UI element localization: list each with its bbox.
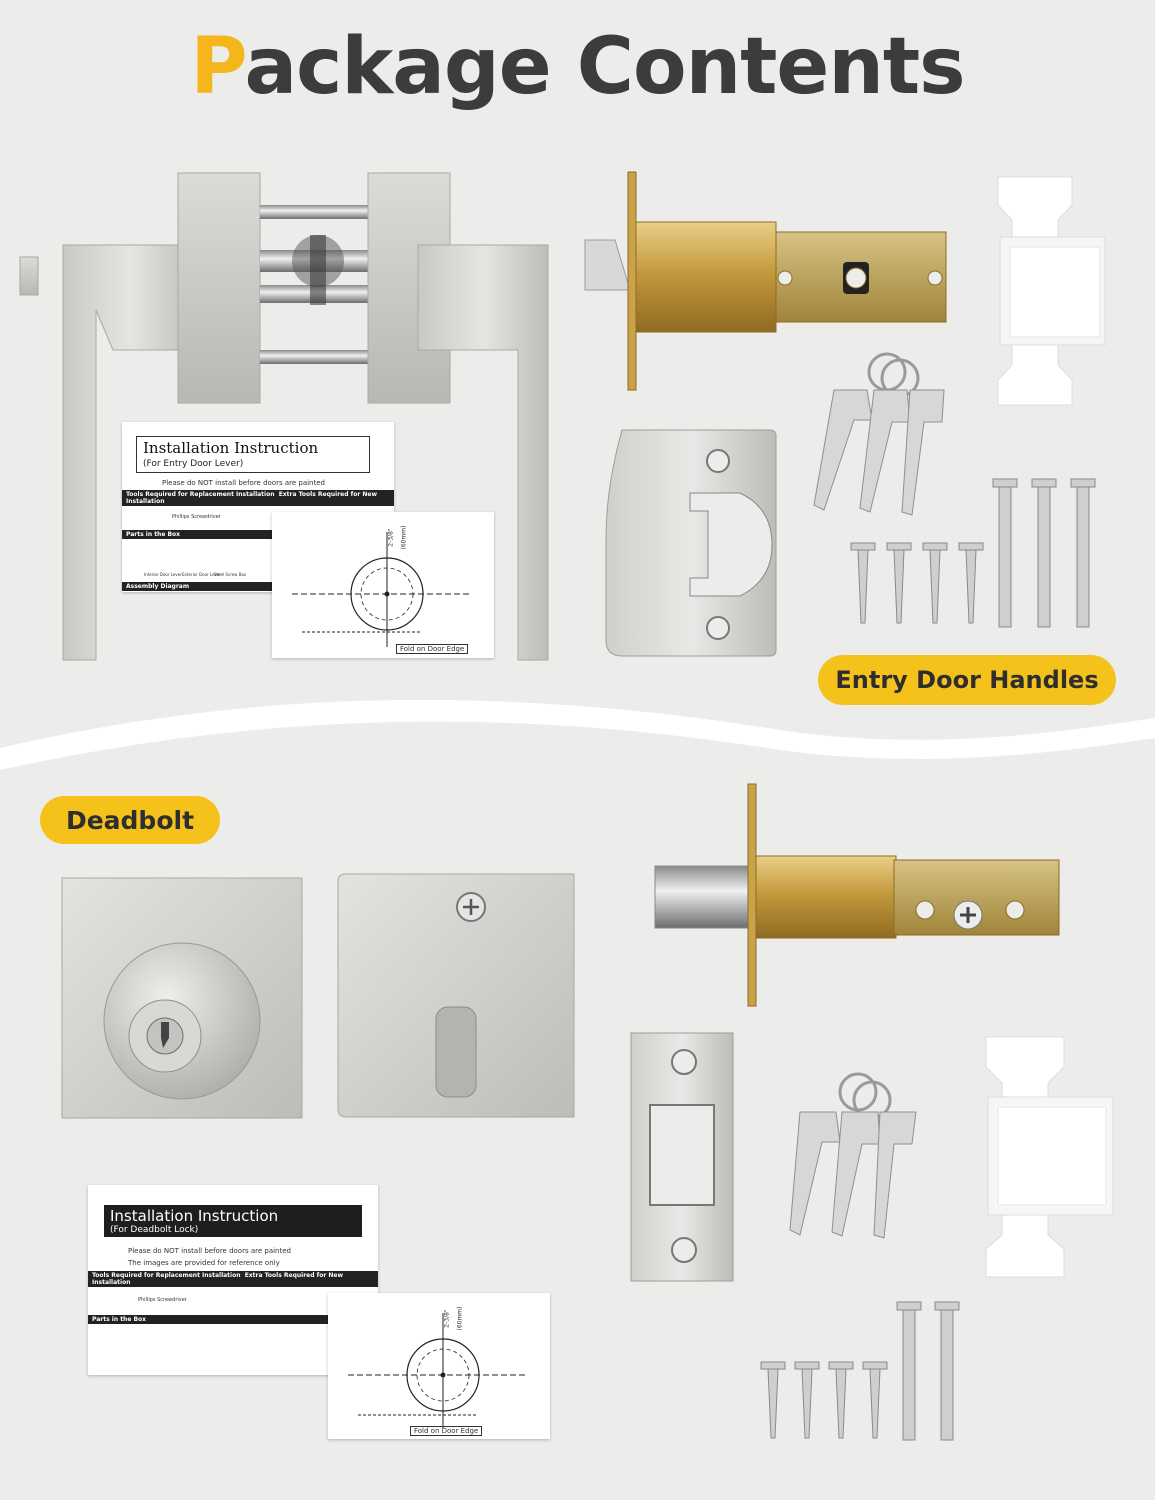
deadbolt-note1: Please do NOT install before doors are painted — [128, 1247, 291, 1255]
deadbolt-instruction-title: Installation Instruction — [110, 1207, 279, 1225]
deadbolt-parts-bar: Parts in the Box — [88, 1315, 378, 1324]
entry-part2: Exterior Door Lever — [182, 572, 222, 577]
deadbolt-dim2: (60mm) — [456, 1306, 464, 1331]
entry-parts-bar: Parts in the Box — [122, 530, 394, 539]
entry-fold-label: Fold on Door Edge — [396, 644, 468, 654]
deadbolt-screws-image — [755, 1298, 975, 1446]
entry-door-handles-badge: Entry Door Handles — [818, 655, 1116, 705]
entry-tools-bar — [122, 490, 394, 506]
deadbolt-tools-new: Extra Tools Required for New Installation — [92, 1272, 344, 1286]
entry-part1: Interior Door Lever — [144, 572, 182, 577]
deadbolt-tool-name: Phillips Screwdriver — [138, 1297, 187, 1303]
deadbolt-interior-image — [336, 872, 581, 1122]
entry-drill-template — [272, 512, 494, 658]
page-title — [0, 22, 1155, 112]
entry-dim2: (60mm) — [400, 525, 408, 550]
deadbolt-note2: The images are provided for reference only — [128, 1259, 280, 1267]
deadbolt-tools-replace: Tools Required for Replacement Installation — [92, 1272, 241, 1279]
entry-screws-image — [845, 475, 1105, 630]
entry-dim1: 2-3/8" — [387, 528, 395, 547]
deadbolt-instruction-header — [104, 1205, 362, 1237]
entry-note: Please do NOT install before doors are painted — [162, 479, 325, 487]
short-screw — [851, 543, 875, 623]
deadbolt-fold-label: Fold on Door Edge — [410, 1426, 482, 1436]
title-first-letter: P — [190, 22, 245, 112]
deadbolt-strike-plate-image — [628, 1030, 738, 1286]
deadbolt-instruction-subtitle: (For Deadbolt Lock) — [110, 1225, 199, 1235]
deadbolt-template-drawing — [328, 1293, 550, 1439]
deadbolt-exterior-image — [60, 876, 306, 1122]
entry-tools-new: Extra Tools Required for New Installation — [126, 491, 378, 505]
wave-divider — [0, 690, 1155, 790]
deadbolt-dim1: 2-3/8" — [443, 1309, 451, 1328]
deadbolt-keys-image — [788, 1070, 948, 1240]
entry-part3: Steel Screw Box — [214, 572, 247, 577]
deadbolt-badge: Deadbolt — [40, 796, 220, 844]
entry-instruction-subtitle: (For Entry Door Lever) — [143, 459, 244, 469]
deadbolt-tools-bar — [88, 1271, 378, 1287]
entry-instruction-header — [136, 436, 370, 473]
title-rest: ackage Contents — [244, 22, 965, 112]
entry-assembly-bar: Assembly Diagram — [122, 582, 394, 591]
entry-template-drawing — [272, 512, 494, 658]
deadbolt-bolt-image — [650, 780, 1070, 1010]
entry-strike-plate-image — [600, 428, 780, 660]
entry-tools-replace: Tools Required for Replacement Installation — [126, 491, 275, 498]
entry-tool-name: Phillips Screwdriver — [172, 514, 221, 520]
deadbolt-drill-template — [328, 1293, 550, 1439]
deadbolt-strike-box-image — [978, 1035, 1118, 1280]
entry-strike-box-image — [990, 175, 1110, 407]
entry-instruction-title: Installation Instruction — [143, 439, 319, 457]
